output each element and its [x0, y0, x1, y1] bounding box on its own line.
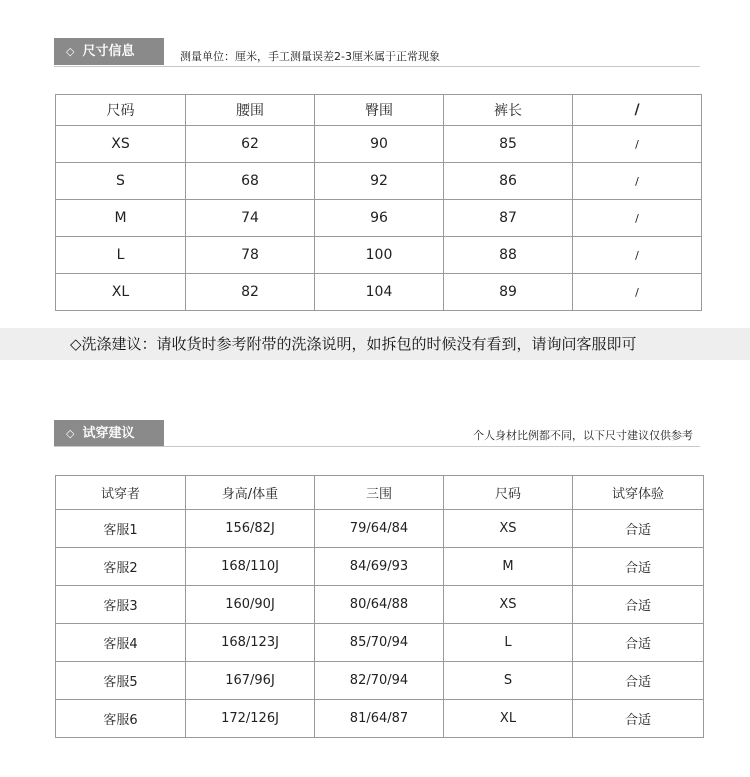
header-cell: 三围 — [315, 476, 444, 510]
table-row — [56, 200, 702, 237]
height-weight-cell: 156/82J — [186, 510, 315, 548]
header-cell: 腰围 — [186, 95, 315, 126]
size-table-header — [56, 95, 702, 126]
length-cell: 86 — [444, 163, 573, 200]
fit-disclaimer-note: 个人身材比例都不同，以下尺寸建议仅供参考 — [473, 429, 693, 442]
table-row — [56, 237, 702, 274]
measurements-cell: 84/69/93 — [315, 548, 444, 586]
header-cell: 尺码 — [444, 476, 573, 510]
hip-cell: 100 — [315, 237, 444, 274]
length-cell: 89 — [444, 274, 573, 311]
fit-suggestion-tag — [54, 420, 164, 447]
measurements-cell: 82/70/94 — [315, 662, 444, 700]
size-cell: XS — [444, 586, 573, 624]
fit-suggestion-title: 试穿建议 — [82, 426, 135, 441]
size-cell: XS — [56, 126, 186, 163]
size-cell: S — [56, 163, 186, 200]
length-cell: 87 — [444, 200, 573, 237]
waist-cell: 82 — [186, 274, 315, 311]
tester-cell: 客服3 — [56, 586, 186, 624]
diamond-icon: ◇ — [66, 45, 75, 58]
waist-cell: 68 — [186, 163, 315, 200]
hip-cell: 92 — [315, 163, 444, 200]
size-info-title: 尺寸信息 — [82, 44, 135, 59]
height-weight-cell: 167/96J — [186, 662, 315, 700]
size-cell: XL — [56, 274, 186, 311]
waist-cell: 78 — [186, 237, 315, 274]
fit-table-header — [56, 476, 704, 510]
header-cell: 裤长 — [444, 95, 573, 126]
tester-cell: 客服4 — [56, 624, 186, 662]
size-info-divider — [54, 66, 700, 67]
wash-advice-band: ◇洗涤建议：请收货时参考附带的洗涤说明，如拆包的时候没有看到，请询问客服即可 — [0, 328, 750, 360]
height-weight-cell: 172/126J — [186, 700, 315, 738]
table-row — [56, 510, 704, 548]
measurements-cell: 79/64/84 — [315, 510, 444, 548]
blank-cell: / — [573, 126, 702, 163]
blank-cell: / — [573, 200, 702, 237]
fit-result-cell: 合适 — [573, 700, 704, 738]
fit-suggestion-divider — [54, 446, 700, 447]
measurements-cell: 85/70/94 — [315, 624, 444, 662]
size-cell: L — [56, 237, 186, 274]
size-info-tag — [54, 38, 164, 65]
header-cell: 试穿者 — [56, 476, 186, 510]
fit-result-cell: 合适 — [573, 548, 704, 586]
measurements-cell: 80/64/88 — [315, 586, 444, 624]
waist-cell: 62 — [186, 126, 315, 163]
size-cell: M — [444, 548, 573, 586]
size-cell: L — [444, 624, 573, 662]
size-table — [55, 94, 702, 311]
table-row — [56, 126, 702, 163]
table-row — [56, 586, 704, 624]
tester-cell: 客服5 — [56, 662, 186, 700]
header-cell: / — [573, 95, 702, 126]
height-weight-cell: 168/110J — [186, 548, 315, 586]
length-cell: 85 — [444, 126, 573, 163]
header-cell: 试穿体验 — [573, 476, 704, 510]
fit-result-cell: 合适 — [573, 510, 704, 548]
table-row — [56, 662, 704, 700]
hip-cell: 96 — [315, 200, 444, 237]
tester-cell: 客服6 — [56, 700, 186, 738]
hip-cell: 104 — [315, 274, 444, 311]
diamond-icon: ◇ — [66, 427, 75, 440]
measurements-cell: 81/64/87 — [315, 700, 444, 738]
fit-result-cell: 合适 — [573, 624, 704, 662]
header-cell: 臀围 — [315, 95, 444, 126]
table-row — [56, 274, 702, 311]
blank-cell: / — [573, 237, 702, 274]
tester-cell: 客服2 — [56, 548, 186, 586]
length-cell: 88 — [444, 237, 573, 274]
size-cell: XS — [444, 510, 573, 548]
size-cell: S — [444, 662, 573, 700]
fit-result-cell: 合适 — [573, 662, 704, 700]
tester-cell: 客服1 — [56, 510, 186, 548]
waist-cell: 74 — [186, 200, 315, 237]
fit-table — [55, 475, 704, 738]
table-row — [56, 700, 704, 738]
header-cell: 尺码 — [56, 95, 186, 126]
measurement-note: 测量单位：厘米，手工测量误差2-3厘米属于正常现象 — [180, 50, 440, 63]
height-weight-cell: 160/90J — [186, 586, 315, 624]
fit-result-cell: 合适 — [573, 586, 704, 624]
size-cell: XL — [444, 700, 573, 738]
header-cell: 身高/体重 — [186, 476, 315, 510]
blank-cell: / — [573, 274, 702, 311]
blank-cell: / — [573, 163, 702, 200]
size-cell: M — [56, 200, 186, 237]
table-row — [56, 548, 704, 586]
table-row — [56, 163, 702, 200]
height-weight-cell: 168/123J — [186, 624, 315, 662]
table-row — [56, 624, 704, 662]
hip-cell: 90 — [315, 126, 444, 163]
